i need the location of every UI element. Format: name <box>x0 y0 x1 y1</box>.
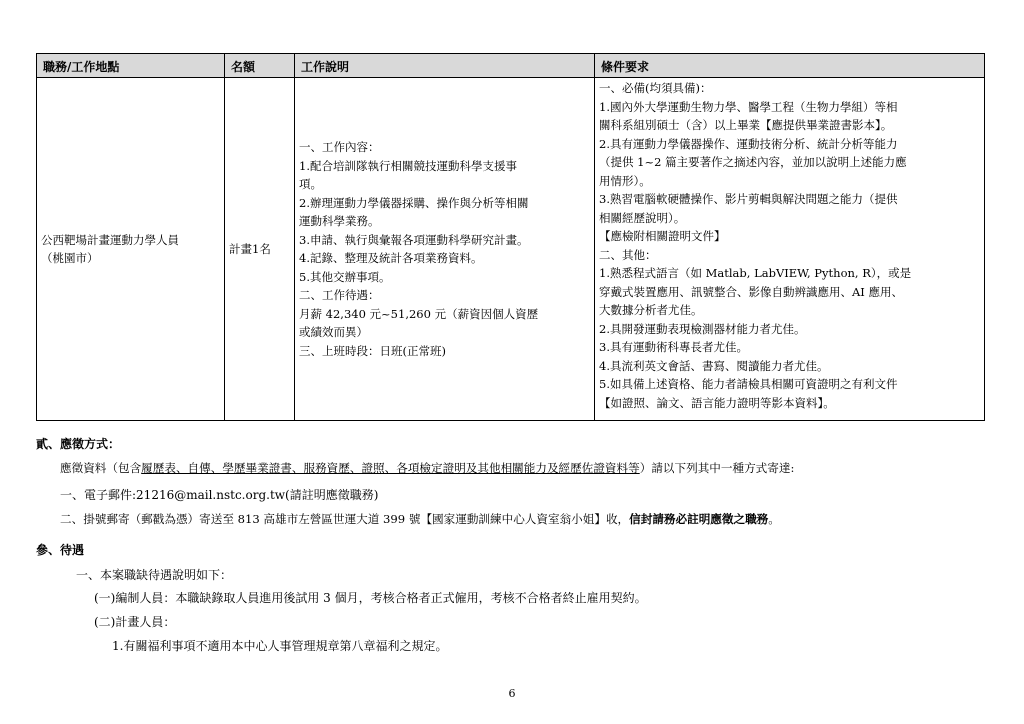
apply-intro-underlined: 履歷表、自傳、學歷畢業證書、服務資歷、證照、各項檢定證明及其他相關能力及經歷佐證資料等 <box>141 461 640 475</box>
benefits-line: (一)編制人員：本職缺錄取人員進用後試用 3 個月，考核合格者正式僱用，考核不合格者終止雇用契約。 <box>94 591 647 605</box>
cell-location <box>37 78 225 421</box>
description-line: 或績效而異） <box>299 325 368 339</box>
requirement-line: 1.熟悉程式語言（如 Matlab, LabVIEW, Python, R），或是 <box>599 266 912 280</box>
cell-description <box>295 78 595 421</box>
requirement-line: 5.如具備上述資格、能力者請檢具相關可資證明之有利文件 <box>599 377 898 391</box>
page-number: 6 <box>508 687 516 700</box>
apply-email-line: 一、電子郵件:21216@mail.nstc.org.tw(請註明應徵職務) <box>60 488 379 502</box>
apply-mail-line <box>60 511 780 527</box>
requirement-line: 關科系組別碩士（含）以上畢業【應提供畢業證書影本】。 <box>599 118 893 132</box>
apply-heading: 貳、應徵方式： <box>36 437 121 451</box>
benefits-line: 一、本案職缺待遇說明如下： <box>76 568 233 582</box>
description-line: 3.申請、執行與彙報各項運動科學研究計畫。 <box>299 232 529 247</box>
benefits-heading: 參、待遇 <box>36 543 85 557</box>
apply-mail-prefix: 二、掛號郵寄（郵戳為憑）寄送至 813 高雄市左營區世運大道 399 號【國家運動訓練中心人資室翁小姐】收， <box>60 512 630 526</box>
cell-quota <box>225 78 295 421</box>
description-line: 4.記錄、整理及統計各項業務資料。 <box>299 251 483 265</box>
location-line: （桃園市） <box>41 251 99 265</box>
apply-mail-suffix: 。 <box>768 512 780 526</box>
table-header-row <box>37 54 985 78</box>
requirement-line: 1.國內外大學運動生物力學、醫學工程（生物力學組）等相 <box>599 99 898 114</box>
apply-intro <box>60 460 794 476</box>
requirement-line: 穿戴式裝置應用、訊號整合、影像自動辨識應用、AI 應用、 <box>599 284 904 299</box>
requirement-line: 用情形）。 <box>599 173 651 188</box>
description-line: 5.其他交辦事項。 <box>299 269 391 284</box>
requirement-line: 2.具開發運動表現檢測器材能力者尤佳。 <box>599 321 806 336</box>
quota-value: 計畫1名 <box>229 241 271 256</box>
requirement-line: 4.具流利英文會話、書寫、閱讀能力者尤佳。 <box>599 358 829 373</box>
apply-mail-bold: 信封請務必註明應徵之職務 <box>629 512 769 526</box>
requirement-line: 二、其他： <box>599 247 657 262</box>
header-quota: 名額 <box>225 54 295 78</box>
requirement-line: 2.具有運動力學儀器操作、運動技術分析、統計分析等能力 <box>599 136 898 151</box>
cell-requirements <box>595 78 985 421</box>
benefits-line: 1.有關福利事項不適用本中心人事管理規章第八章福利之規定。 <box>112 639 448 653</box>
apply-intro-prefix: 應徵資料（包含 <box>60 461 142 475</box>
requirement-line: 【如證照、論文、語言能力證明等影本資料】。 <box>599 395 835 410</box>
description-line: 月薪 42,340 元~51,260 元（薪資因個人資歷 <box>299 306 539 321</box>
table-row <box>37 78 985 421</box>
description-line: 2.辦理運動力學儀器採購、操作與分析等相關 <box>299 195 529 210</box>
apply-intro-suffix: ）請以下列其中一種方式寄達: <box>639 461 795 475</box>
requirement-line: 3.熟習電腦軟硬體操作、影片剪輯與解決問題之能力（提供 <box>599 192 898 206</box>
description-line: 項。 <box>299 177 322 191</box>
header-description: 工作說明 <box>295 54 595 78</box>
description-line: 1.配合培訓隊執行相關競技運動科學支援事 <box>299 158 517 173</box>
description-line: 二、工作待遇： <box>299 288 380 302</box>
location-line: 公西靶場計畫運動力學人員 <box>41 232 179 247</box>
benefits-line: (二)計畫人員： <box>94 615 176 629</box>
requirement-line: 3.具有運動術科專長者尤佳。 <box>599 340 748 354</box>
requirement-line: （提供 1~2 篇主要著作之摘述內容，並加以說明上述能力應 <box>599 155 907 169</box>
header-requirements: 條件要求 <box>595 54 985 78</box>
description-line: 運動科學業務。 <box>299 214 380 228</box>
description-line: 一、工作內容： <box>299 140 380 154</box>
requirement-line: 一、必備(均須具備)： <box>599 81 712 95</box>
requirement-line: 大數據分析者尤佳。 <box>599 303 703 317</box>
description-line: 三、上班時段：日班(正常班) <box>299 343 446 358</box>
job-table <box>36 53 985 421</box>
requirement-line: 【應檢附相關證明文件】 <box>599 229 726 243</box>
requirement-line: 相關經歷說明）。 <box>599 210 686 225</box>
header-position: 職務/工作地點 <box>37 54 225 78</box>
